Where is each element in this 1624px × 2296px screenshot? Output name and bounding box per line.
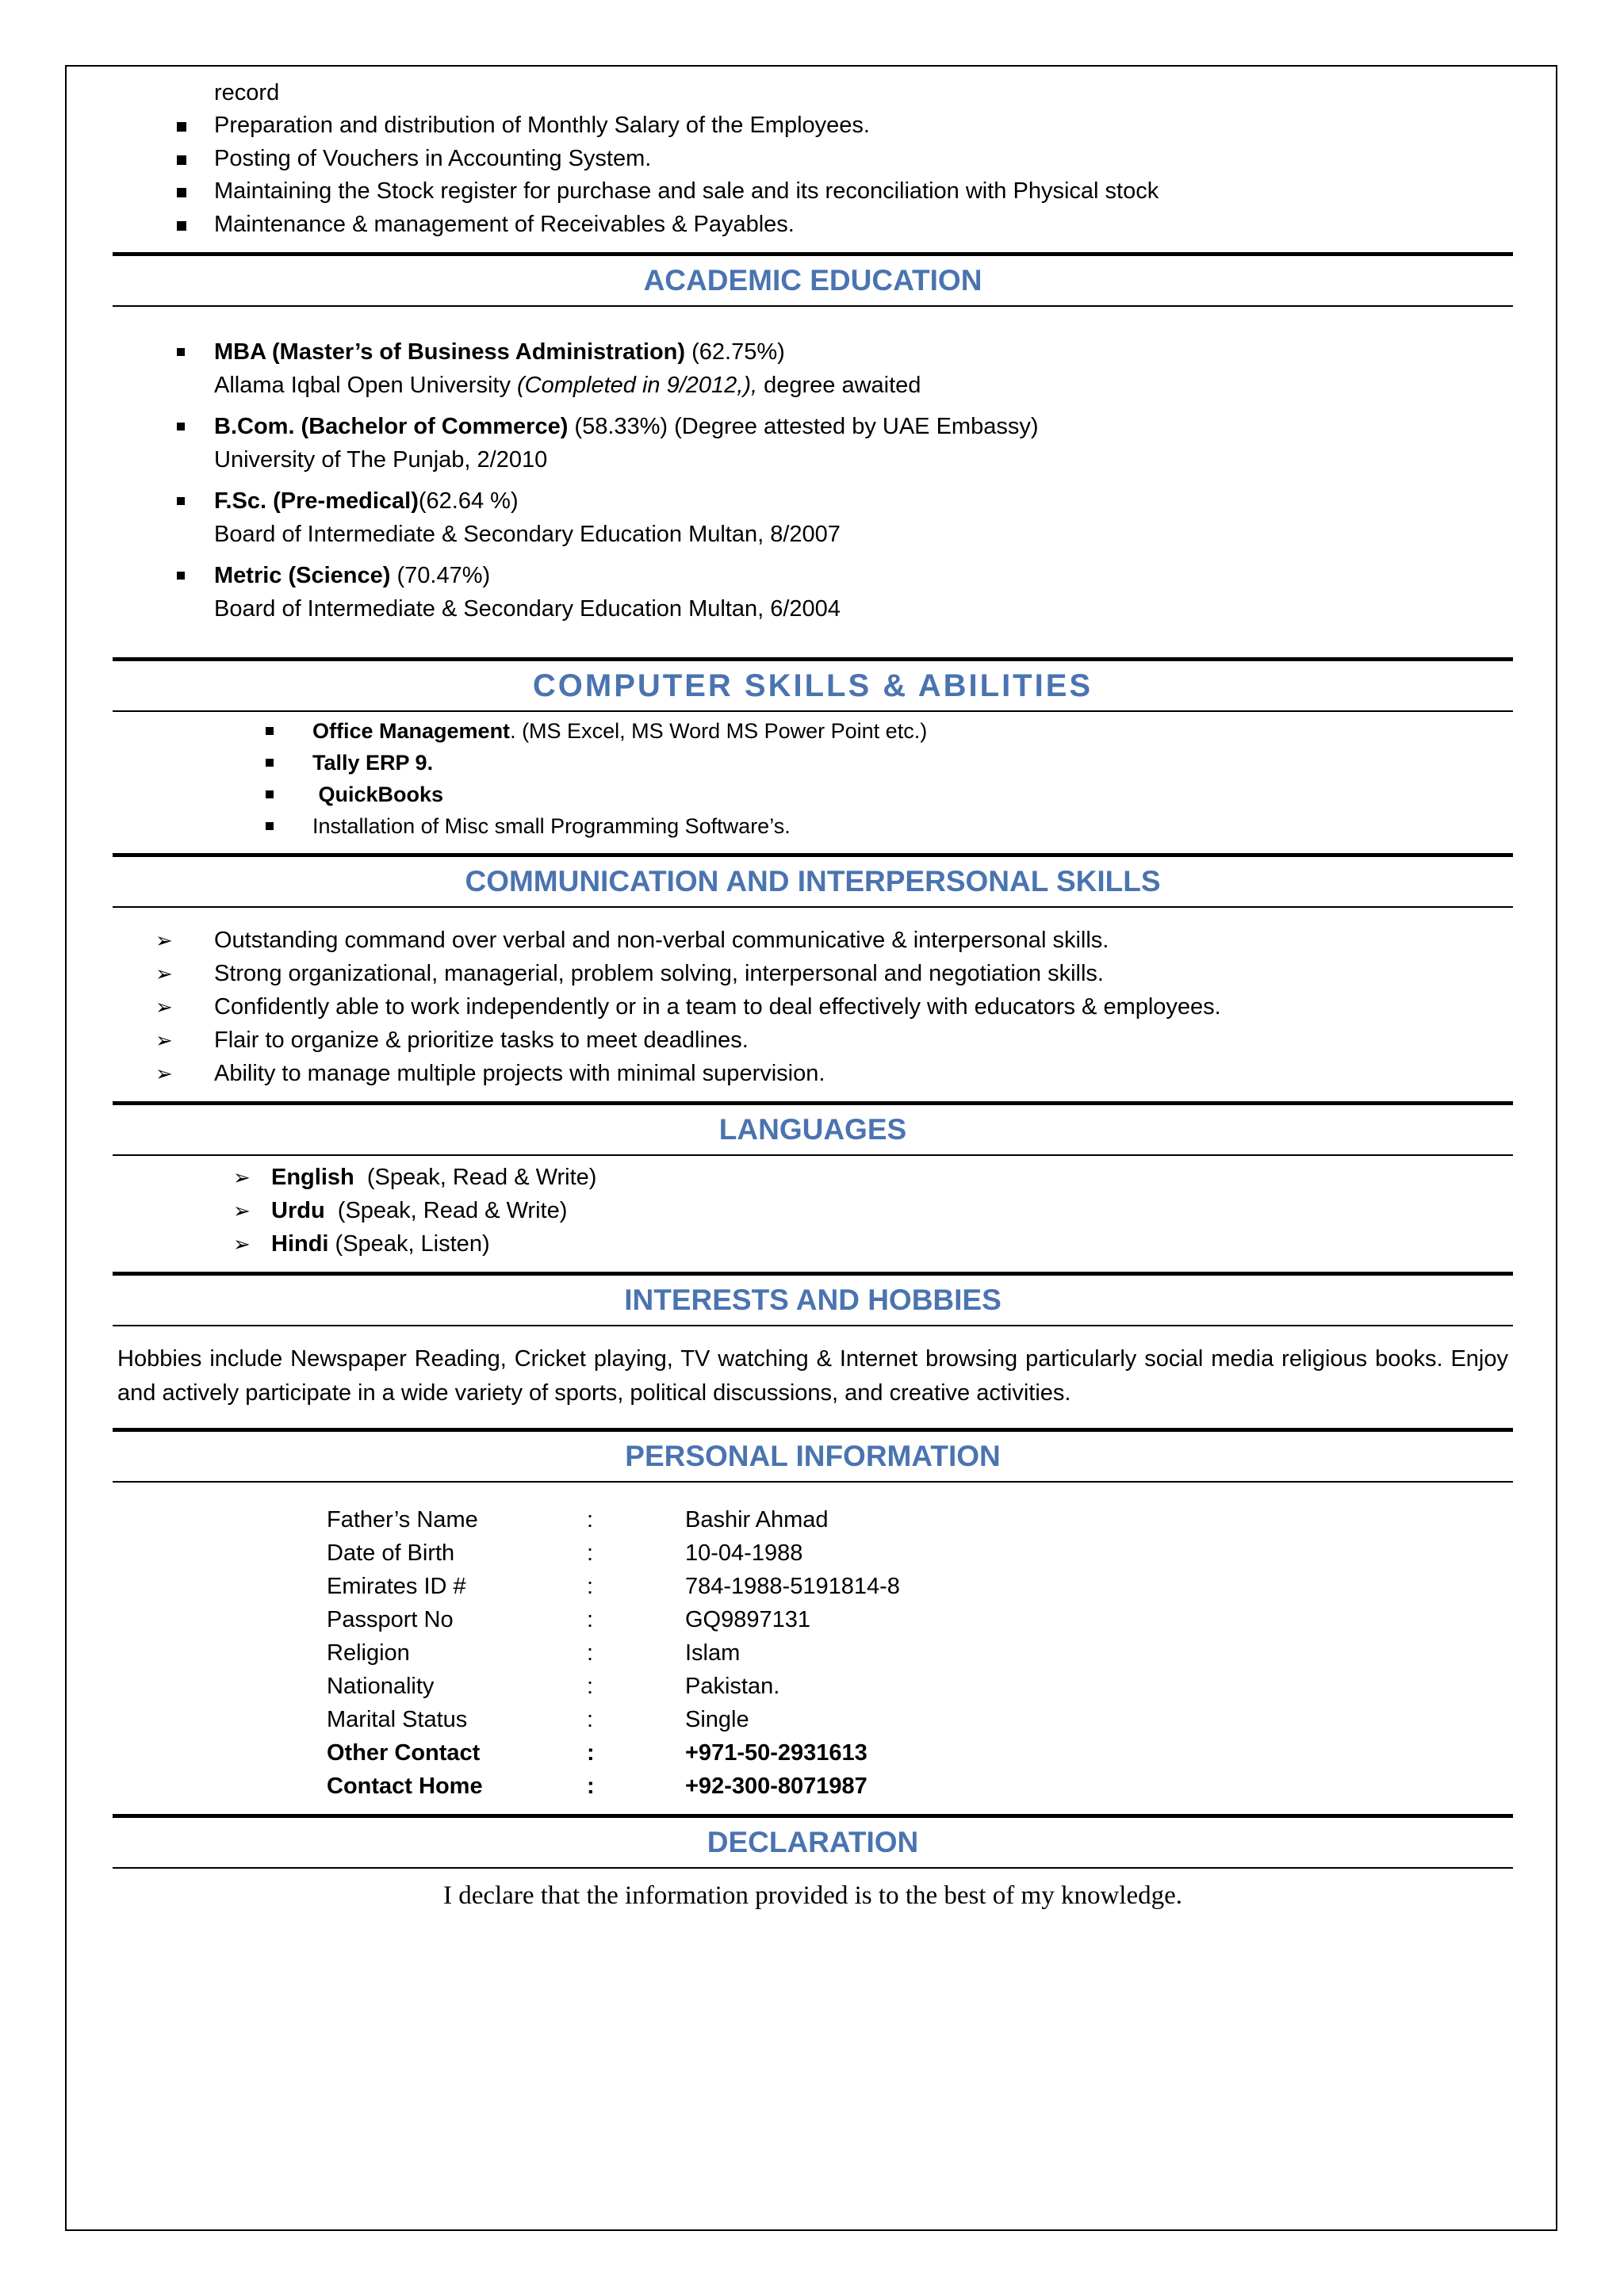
arrow-bullet-icon: ➢ [155,1062,173,1085]
personal-value: +92-300-8071987 [685,1774,868,1799]
education-list [113,335,1513,626]
communication-heading: COMMUNICATION AND INTERPERSONAL SKILLS [113,853,1513,908]
declaration-text: I declare that the information provided is to the best of my knowledge. [443,1881,1182,1910]
degree-detail: (62.64 %) [418,488,519,514]
education-item-fsc [113,484,1513,551]
personal-value: Pakistan. [685,1674,780,1699]
language-detail: (Speak, Listen) [328,1231,490,1257]
skill-item [113,810,1513,842]
skill-item [113,747,1513,779]
personal-row [327,1603,900,1636]
language-item [113,1227,1513,1261]
skill-detail: . (MS Excel, MS Word MS Power Point etc.) [510,719,928,743]
personal-row [327,1670,900,1703]
education-item-bcom [113,410,1513,476]
language-name: Hindi [271,1231,329,1257]
language-name: Urdu [271,1198,325,1223]
communication-item [113,924,1513,957]
declaration-heading: DECLARATION [113,1814,1513,1869]
degree-detail: (62.75%) [685,339,785,365]
personal-label: Religion [327,1640,410,1666]
personal-heading: PERSONAL INFORMATION [113,1428,1513,1483]
separator: : [587,1774,595,1799]
languages-list [113,1161,1513,1261]
skill-name: Office Management [312,719,511,743]
personal-row [327,1770,900,1803]
computer-skills-list [113,715,1513,842]
separator: : [587,1740,595,1766]
resume-page [113,76,1513,1913]
institution: Allama Iqbal Open University [214,373,517,398]
separator: : [587,1640,594,1666]
personal-value: GQ9897131 [685,1607,811,1632]
communication-text: Confidently able to work independently or in a team to deal effectively with educators & employees. [214,994,1221,1020]
personal-row [327,1536,900,1570]
personal-label: Date of Birth [327,1540,455,1566]
language-item [113,1161,1513,1194]
personal-row [327,1703,900,1736]
separator: : [587,1540,594,1566]
personal-value: 784-1988-5191814-8 [685,1574,900,1599]
experience-item: Posting of Vouchers in Accounting System. [113,143,1513,176]
personal-label: Marital Status [327,1707,468,1732]
personal-value: Bashir Ahmad [685,1507,829,1533]
personal-label: Nationality [327,1674,435,1699]
communication-list [113,924,1513,1090]
separator: : [587,1607,594,1632]
degree-title: MBA (Master’s of Business Administration) [214,339,686,365]
communication-text: Outstanding command over verbal and non-verbal communicative & interpersonal skills. [214,928,1109,953]
education-item-metric [113,559,1513,626]
personal-row [327,1570,900,1603]
communication-item [113,1024,1513,1057]
experience-item: Maintenance & management of Receivables & Payables. [113,209,1513,242]
degree-detail: (58.33%) (Degree attested by UAE Embassy) [568,414,1039,439]
language-detail: (Speak, Read & Write) [354,1165,597,1190]
personal-label: Father’s Name [327,1507,478,1533]
languages-heading: LANGUAGES [113,1101,1513,1156]
arrow-bullet-icon: ➢ [155,1028,173,1052]
separator: : [587,1507,594,1533]
personal-value: 10-04-1988 [685,1540,803,1566]
computer-skills-heading: COMPUTER SKILLS & ABILITIES [113,657,1513,712]
skill-item [113,779,1513,810]
degree-status-after: degree awaited [757,373,921,398]
personal-row [327,1636,900,1670]
hobbies-text: Hobbies include Newspaper Reading, Cricket playing, TV watching & Internet browsing particularly social media religious books. Enjoy and actively participate in a wide variety of sports, political discussions, and creative activities. [117,1346,1508,1406]
experience-list [113,109,1513,241]
communication-item [113,990,1513,1024]
arrow-bullet-icon: ➢ [155,928,173,952]
arrow-bullet-icon: ➢ [155,995,173,1019]
degree-title: Metric (Science) [214,563,391,588]
personal-label: Contact Home [327,1774,483,1799]
personal-row [327,1503,900,1536]
communication-item [113,1057,1513,1090]
personal-value: Islam [685,1640,741,1666]
skill-name: Tally ERP 9. [312,751,434,775]
skill-detail: Installation of Misc small Programming Software’s. [312,814,791,838]
arrow-bullet-icon: ➢ [233,1199,251,1223]
personal-label: Passport No [327,1607,454,1632]
degree-title: F.Sc. (Pre-medical) [214,488,419,514]
education-item-mba [113,335,1513,402]
separator: : [587,1574,594,1599]
institution: Board of Intermediate & Secondary Education Multan, 6/2004 [214,596,841,622]
communication-text: Flair to organize & prioritize tasks to meet deadlines. [214,1027,749,1053]
personal-label: Other Contact [327,1740,481,1766]
skill-name: QuickBooks [312,783,444,806]
language-detail: (Speak, Read & Write) [324,1198,568,1223]
personal-value: +971-50-2931613 [685,1740,868,1766]
language-name: English [271,1165,354,1190]
skill-item [113,715,1513,747]
education-heading: ACADEMIC EDUCATION [113,252,1513,307]
hobbies-heading: INTERESTS AND HOBBIES [113,1272,1513,1326]
separator: : [587,1707,594,1732]
arrow-bullet-icon: ➢ [233,1165,251,1189]
arrow-bullet-icon: ➢ [233,1232,251,1256]
degree-title: B.Com. (Bachelor of Commerce) [214,414,569,439]
experience-item: Maintaining the Stock register for purchase and sale and its reconciliation with Physical stock [113,175,1513,209]
arrow-bullet-icon: ➢ [155,962,173,985]
separator: : [587,1674,594,1699]
communication-text: Ability to manage multiple projects with minimal supervision. [214,1061,825,1086]
degree-detail: (70.47%) [390,563,491,588]
personal-row [327,1736,900,1770]
language-item [113,1194,1513,1227]
personal-value: Single [685,1707,749,1732]
personal-info-table [327,1503,900,1803]
institution: Board of Intermediate & Secondary Education Multan, 8/2007 [214,522,841,547]
communication-text: Strong organizational, managerial, problem solving, interpersonal and negotiation skills. [214,961,1104,986]
communication-item [113,957,1513,990]
experience-continued-text: record [214,80,280,105]
degree-status: (Completed in 9/2012,), [517,373,758,398]
personal-label: Emirates ID # [327,1574,466,1599]
experience-item: Preparation and distribution of Monthly Salary of the Employees. [113,109,1513,143]
institution: University of The Punjab, 2/2010 [214,447,548,473]
